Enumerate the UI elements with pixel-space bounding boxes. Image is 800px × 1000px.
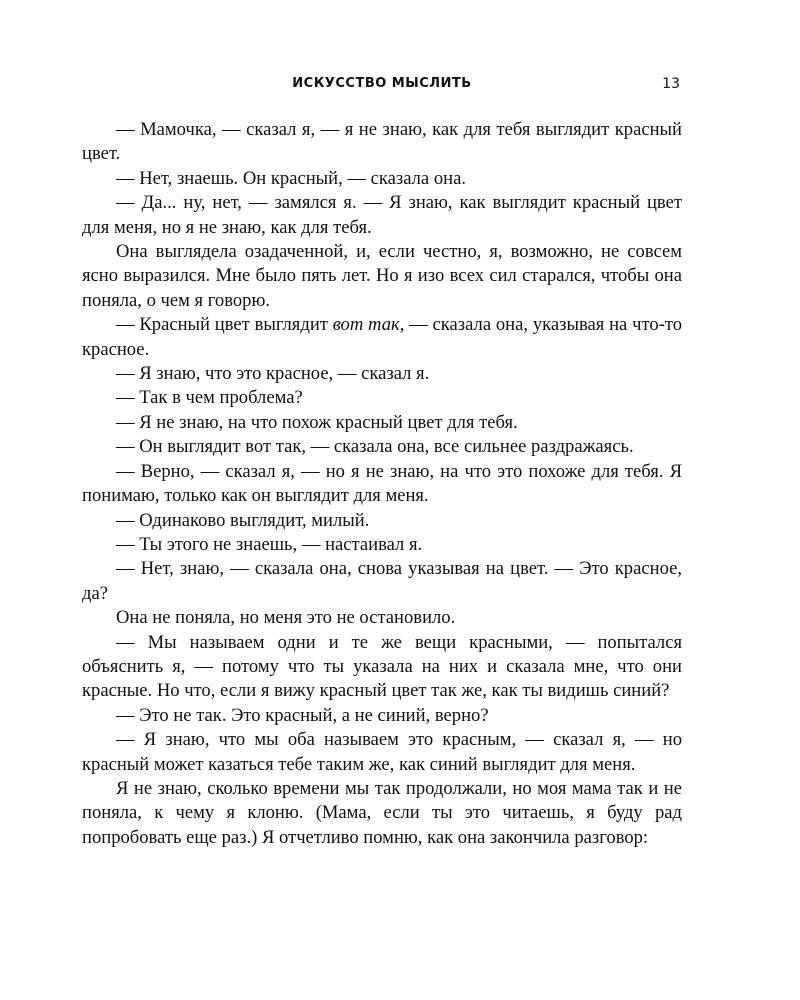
- paragraph: — Я знаю, что мы оба называем это красным, — сказал я, — но красный может казаться тебе таким же, как синий выглядит для меня.: [82, 729, 682, 775]
- paragraph: — Нет, знаю, — сказала она, снова указывая на цвет. — Это красное, да?: [82, 558, 682, 604]
- body-text: [82, 118, 682, 850]
- paragraph: Я не знаю, сколько времени мы так продолжали, но моя мама так и не поняла, к чему я клоню. (Мама, если ты это читаешь, я буду рад попробовать еще раз.) Я отчетливо помню, как она закончила разговор:: [82, 777, 682, 848]
- paragraph: — Мы называем одни и те же вещи красными, — попытался объяснить я, — потому что ты указала на них и сказала мне, что они красные. Но что, если я вижу красный цвет так же, как ты видишь синий?: [82, 631, 682, 702]
- paragraph: — Да... ну, нет, — замялся я. — Я знаю, как выглядит красный цвет для меня, но я не знаю, как для тебя.: [82, 192, 682, 238]
- paragraph: Она не поняла, но меня это не остановило.: [116, 607, 456, 629]
- paragraph: — Мамочка, — сказал я, — я не знаю, как для тебя выглядит красный цвет.: [82, 119, 682, 165]
- paragraph: — Верно, — сказал я, — но я не знаю, на что это похоже для тебя. Я понимаю, только как он выглядит для меня.: [82, 460, 682, 507]
- emphasis-text: вот так: [332, 314, 400, 336]
- paragraph: — Нет, знаешь. Он красный, — сказала она.: [116, 167, 466, 189]
- running-title: ИСКУССТВО МЫСЛИТЬ: [292, 76, 472, 91]
- paragraph: — Я знаю, что это красное, — сказал я.: [116, 363, 430, 385]
- running-header: [82, 76, 682, 96]
- paragraph: Она выглядела озадаченной, и, если честно, я, возможно, не совсем ясно выразился. Мне было пять лет. Но я изо всех сил старался, чтобы она поняла, о чем я говорю.: [82, 241, 682, 311]
- paragraph: — Я не знаю, на что похож красный цвет для тебя.: [116, 411, 518, 433]
- paragraph: — Ты этого не знаешь, — настаивал я.: [116, 533, 423, 555]
- paragraph: — Это не так. Это красный, а не синий, верно?: [116, 704, 489, 726]
- paragraph: — Он выглядит вот так, — сказала она, все сильнее раздражаясь.: [116, 436, 634, 458]
- paragraph-text: , — сказала она, указывая на что-то красное.: [82, 314, 682, 360]
- paragraph: — Так в чем проблема?: [116, 387, 303, 409]
- paragraph: — Одинаково выглядит, милый.: [116, 509, 370, 531]
- paragraph-text: — Красный цвет выглядит: [116, 314, 333, 336]
- paragraph: [82, 313, 682, 362]
- page-number: 13: [662, 76, 680, 92]
